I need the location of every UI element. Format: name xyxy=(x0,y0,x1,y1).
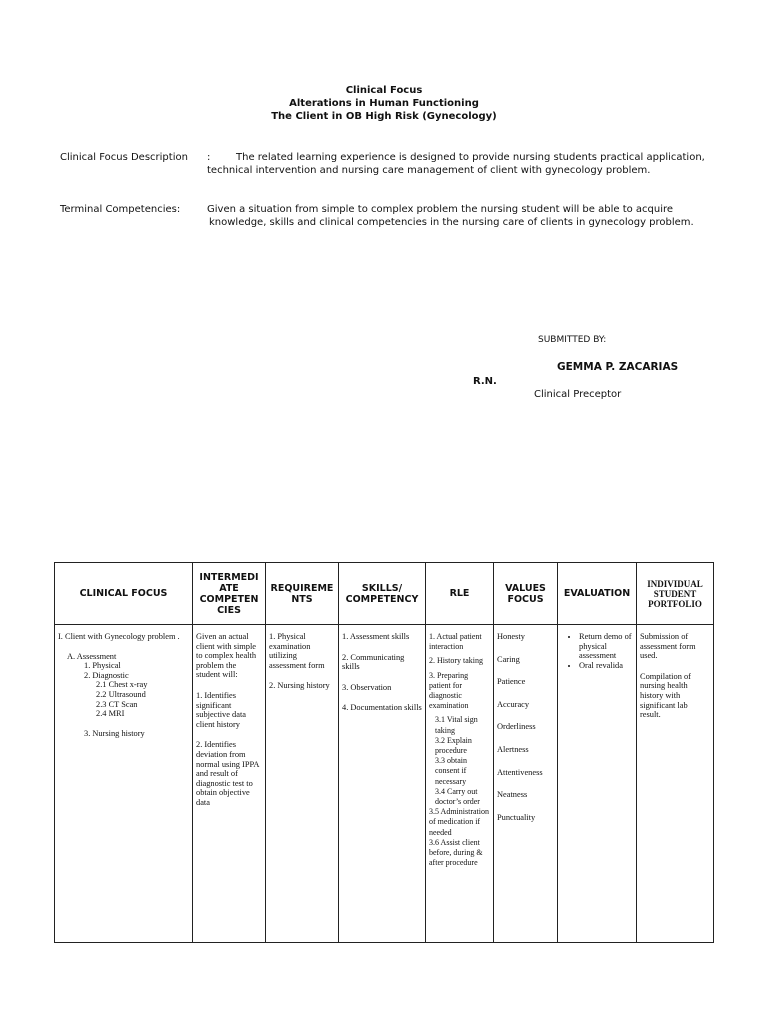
rle-item-3-6: 3.6 Assist client before, during & after procedure xyxy=(429,837,483,868)
cell-student-portfolio xyxy=(637,625,714,943)
requirement-item-1: 1. Physical examination utilizing assessment form xyxy=(269,632,325,670)
evaluation-item-oral-revalida: • Oral revalida xyxy=(579,661,633,671)
intermediate-item-1: 1. Identifies significant subjective data client history xyxy=(196,690,246,729)
clinical-focus-assessment: A. Assessment xyxy=(67,651,117,661)
value-item: Caring xyxy=(497,654,520,664)
rle-item-3-1: 3.1 Vital sign taking xyxy=(435,715,478,735)
table-header-row xyxy=(55,563,714,625)
rle-item-3-2: 3.2 Explain procedure xyxy=(435,735,472,756)
description-text-line1: The related learning experience is designed to provide nursing students practical application, xyxy=(236,152,705,163)
intermediate-intro: Given an actual client with simple to complex health problem the student will: xyxy=(196,632,257,680)
cell-evaluation xyxy=(558,625,637,943)
skill-item-3: 3. Observation xyxy=(342,682,392,692)
header-rle: RLE xyxy=(426,563,494,625)
header-evaluation: EVALUATION xyxy=(558,563,637,625)
clinical-focus-nursing-history: 3. Nursing history xyxy=(84,728,145,738)
value-item: Punctuality xyxy=(497,812,536,822)
header-student-portfolio: INDIVIDUAL STUDENT PORTFOLIO xyxy=(637,563,714,625)
cell-requirements xyxy=(266,625,339,943)
intermediate-item-2: 2. Identifies deviation from normal using IPPA and result of diagnostic test to obtain objective data xyxy=(196,740,259,807)
rle-item-1: 1. Actual patient interaction xyxy=(429,632,482,652)
document-topic: The Client in OB High Risk (Gynecology) xyxy=(271,111,497,122)
portfolio-item-2: Compilation of nursing health history with significant lab result. xyxy=(640,671,691,720)
value-item: Orderliness xyxy=(497,722,536,732)
evaluation-item-return-demo: • Return demo of physical assessment xyxy=(579,632,633,661)
rle-item-3-4: 3.4 Carry out doctor’s order xyxy=(435,786,480,807)
rle-item-2: 2. History taking xyxy=(429,656,483,666)
submitter-name: GEMMA P. ZACARIAS xyxy=(557,361,679,373)
document-subtitle: Alterations in Human Functioning xyxy=(289,98,479,109)
description-label: Clinical Focus Description xyxy=(60,152,188,163)
clinical-focus-intro: I. Client with Gynecology problem . xyxy=(58,632,180,641)
submitter-credential: R.N. xyxy=(473,376,497,387)
clinical-focus-ct-scan: 2.3 CT Scan xyxy=(96,699,138,709)
value-item: Accuracy xyxy=(497,699,530,709)
header-values-focus: VALUES FOCUS xyxy=(494,563,558,625)
description-colon: : xyxy=(207,152,211,163)
value-item: Honesty xyxy=(497,632,525,641)
skill-item-2: 2. Communicating skills xyxy=(342,652,405,672)
clinical-focus-chest-xray: 2.1 Chest x-ray xyxy=(96,680,148,690)
clinical-focus-physical: 1. Physical xyxy=(84,661,121,671)
clinical-focus-mri: 2.4 MRI xyxy=(96,709,125,719)
cell-values-focus xyxy=(494,625,558,943)
clinical-focus-table xyxy=(54,562,714,943)
header-requirements: REQUIREME NTS xyxy=(266,563,339,625)
competencies-text-line1: Given a situation from simple to complex problem the nursing student will be able to acquire xyxy=(207,204,674,215)
cell-rle xyxy=(426,625,494,943)
rle-item-3: 3. Preparing patient for diagnostic examination xyxy=(429,670,469,711)
value-item: Neatness xyxy=(497,790,528,800)
clinical-focus-diagnostic: 2. Diagnostic xyxy=(84,670,129,680)
skill-item-1: 1. Assessment skills xyxy=(342,632,410,641)
header-intermediate-competencies: INTERMEDI ATE COMPETEN CIES xyxy=(193,563,266,625)
value-item: Alertness xyxy=(497,744,529,754)
cell-skills-competency xyxy=(339,625,426,943)
portfolio-item-1: Submission of assessment form used. xyxy=(640,632,696,661)
competencies-label: Terminal Competencies: xyxy=(60,204,181,215)
value-item: Attentiveness xyxy=(497,767,543,777)
competencies-text-line2: knowledge, skills and clinical competencies in the nursing care of clients in gynecology problem. xyxy=(209,217,694,228)
values-list xyxy=(494,625,557,838)
submitted-by-label: SUBMITTED BY: xyxy=(538,335,607,345)
submitter-role: Clinical Preceptor xyxy=(534,389,622,400)
document-title: Clinical Focus xyxy=(345,85,423,96)
cell-intermediate-competencies xyxy=(193,625,266,943)
value-item: Patience xyxy=(497,677,526,687)
clinical-focus-ultrasound: 2.2 Ultrasound xyxy=(96,689,146,699)
description-text-line2: technical intervention and nursing care management of client with gynecology problem. xyxy=(207,165,651,176)
table-row xyxy=(55,625,714,943)
rle-item-3-5: 3.5 Administration of medication if needed xyxy=(429,807,489,837)
skill-item-4: 4. Documentation skills xyxy=(342,703,422,713)
header-clinical-focus: CLINICAL FOCUS xyxy=(55,563,193,625)
cell-clinical-focus xyxy=(55,625,193,943)
requirement-item-2: 2. Nursing history xyxy=(269,681,330,691)
rle-item-3-3: 3.3 obtain consent if necessary xyxy=(435,756,467,786)
header-skills-competency: SKILLS/ COMPETENCY xyxy=(339,563,426,625)
